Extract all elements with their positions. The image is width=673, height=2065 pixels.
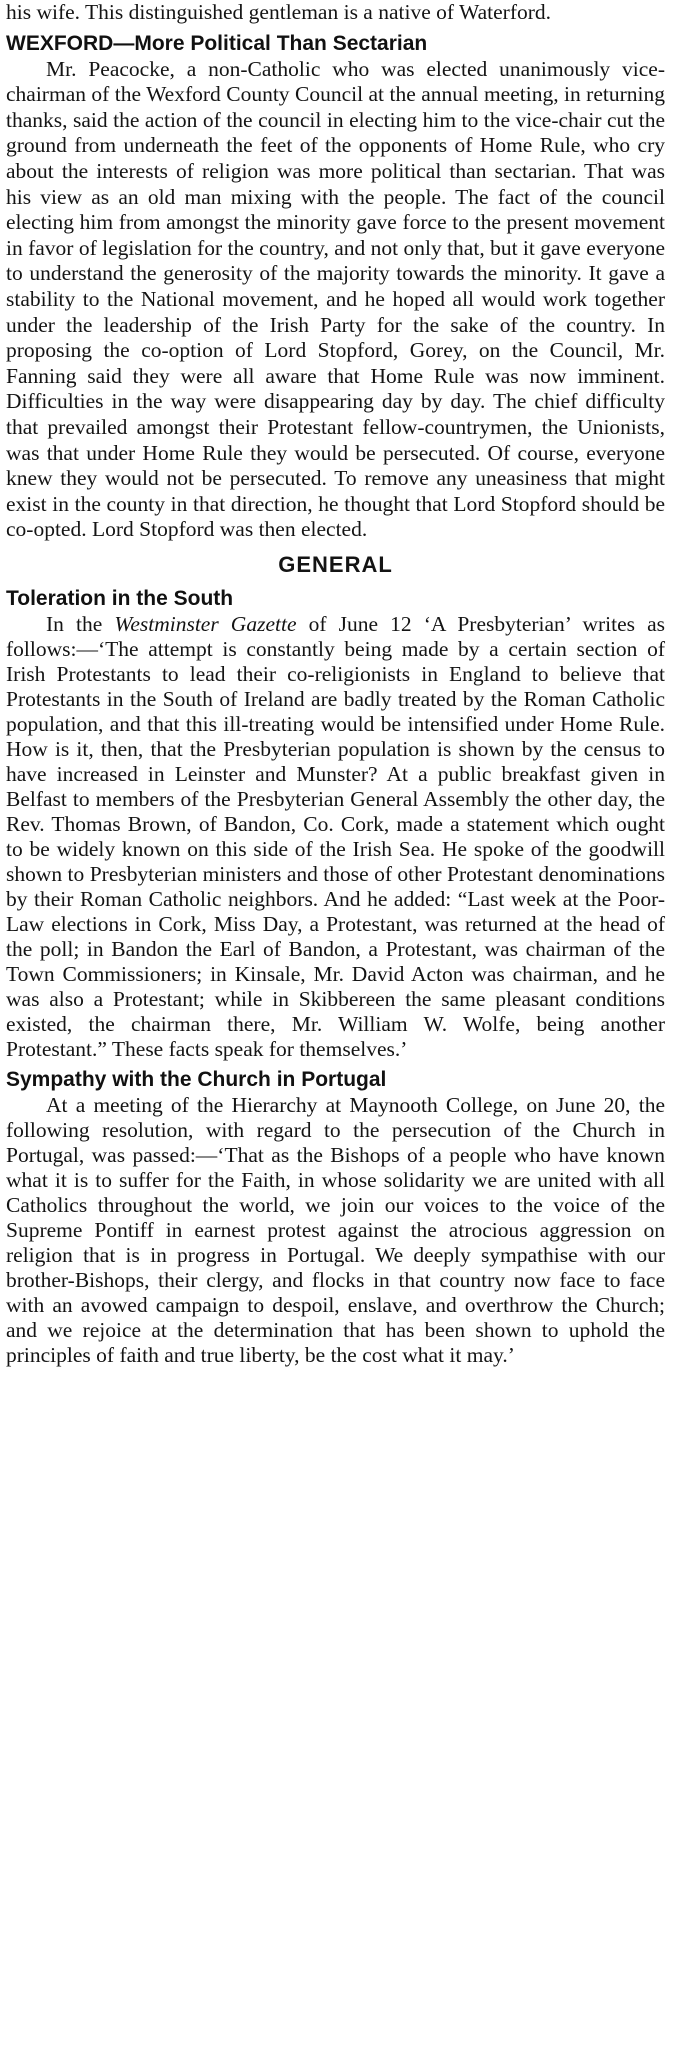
wexford-heading: WEXFORD—More Political Than Sectarian	[6, 31, 428, 55]
toleration-lead: In the	[46, 611, 103, 636]
toleration-heading: Toleration in the South	[6, 586, 234, 610]
section-title-general: GENERAL	[278, 551, 393, 577]
toleration-text: of June 12 ‘A Presbyterian’ writes as follows:—‘The attempt is constantly being made by a certain section of Irish Protestants to lead their co-religionists in England to believe that Protestants in the South of Ireland are badly treated by the Roman Catholic population, and that this ill-treating would be intensified under Home Rule. How is it, then, that the Presbyterian population is shown by the census to have increased in Leinster and Munster? At a public breakfast given in Belfast to members of the Presbyterian General Assembly the other day, the Rev. Thomas Brown, of Bandon, Co. Cork, made a statement which ought to be widely known on this side of the Irish Sea. He spoke of the goodwill shown to Presbyterian ministers and those of other Protestant denominations by their Roman Catholic neighbors. And he added: “Last week at the Poor-Law elections in Cork, Miss Day, a Protestant, was returned at the head of the poll; in Bandon the Earl of Bandon, a Protestant, was chairman of the Town Commissioners; in Kinsale, Mr. David Acton was chairman, and he was also a Protestant; while in Skibbereen the same pleasant conditions existed, the chairman there, Mr. William W. Wolfe, being another Protestant.” These facts speak for themselves.’	[6, 611, 666, 1061]
toleration-article-body	[6, 612, 665, 1062]
newspaper-name: Westminster Gazette	[114, 611, 297, 636]
wexford-article-body: Mr. Peacocke, a non-Catholic who was elected unanimously vice-chairman of the Wexford County Council at the annual meeting, in returning thanks, said the action of the council in electing him to the vice-chair cut the ground from underneath the feet of the opponents of Home Rule, who cry about the interests of religion was more political than sectarian. That was his view as an old man mixing with the people. The fact of the council electing him from amongst the minority gave force to the present movement in favor of legislation for the country, and not only that, but it gave everyone to understand the generosity of the majority towards the minority. It gave a stability to the National movement, and he hoped all would work together under the leadership of the Irish Party for the sake of the country. In proposing the co-option of Lord Stopford, Gorey, on the Council, Mr. Fanning said they were all aware that Home Rule was now imminent. Difficulties in the way were disappearing day by day. The chief difficulty that prevailed amongst their Protestant fellow-countrymen, the Unionists, was that under Home Rule they would be persecuted. Of course, everyone knew they would not be persecuted. To remove any uneasiness that might exist in the county in that direction, he thought that Lord Stopford should be co-opted. Lord Stopford was then elected.	[6, 56, 665, 542]
continued-paragraph: his wife. This distinguished gentleman is a native of Waterford.	[6, 0, 552, 24]
portugal-heading: Sympathy with the Church in Portugal	[6, 1067, 387, 1091]
portugal-article-body: At a meeting of the Hierarchy at Maynooth College, on June 20, the following resolution, with regard to the persecution of the Church in Portugal, was passed:—‘That as the Bishops of a people who have known what it is to suffer for the Faith, in whose solidarity we are united with all Catholics throughout the world, we join our voices to the voice of the Supreme Pontiff in earnest protest against the atrocious aggression on religion that is in progress in Portugal. We deeply sympathise with our brother-Bishops, their clergy, and flocks in that country now face to face with an avowed campaign to despoil, enslave, and overthrow the Church; and we rejoice at the determination that has been shown to uphold the principles of faith and true liberty, be the cost what it may.’	[6, 1092, 665, 1367]
